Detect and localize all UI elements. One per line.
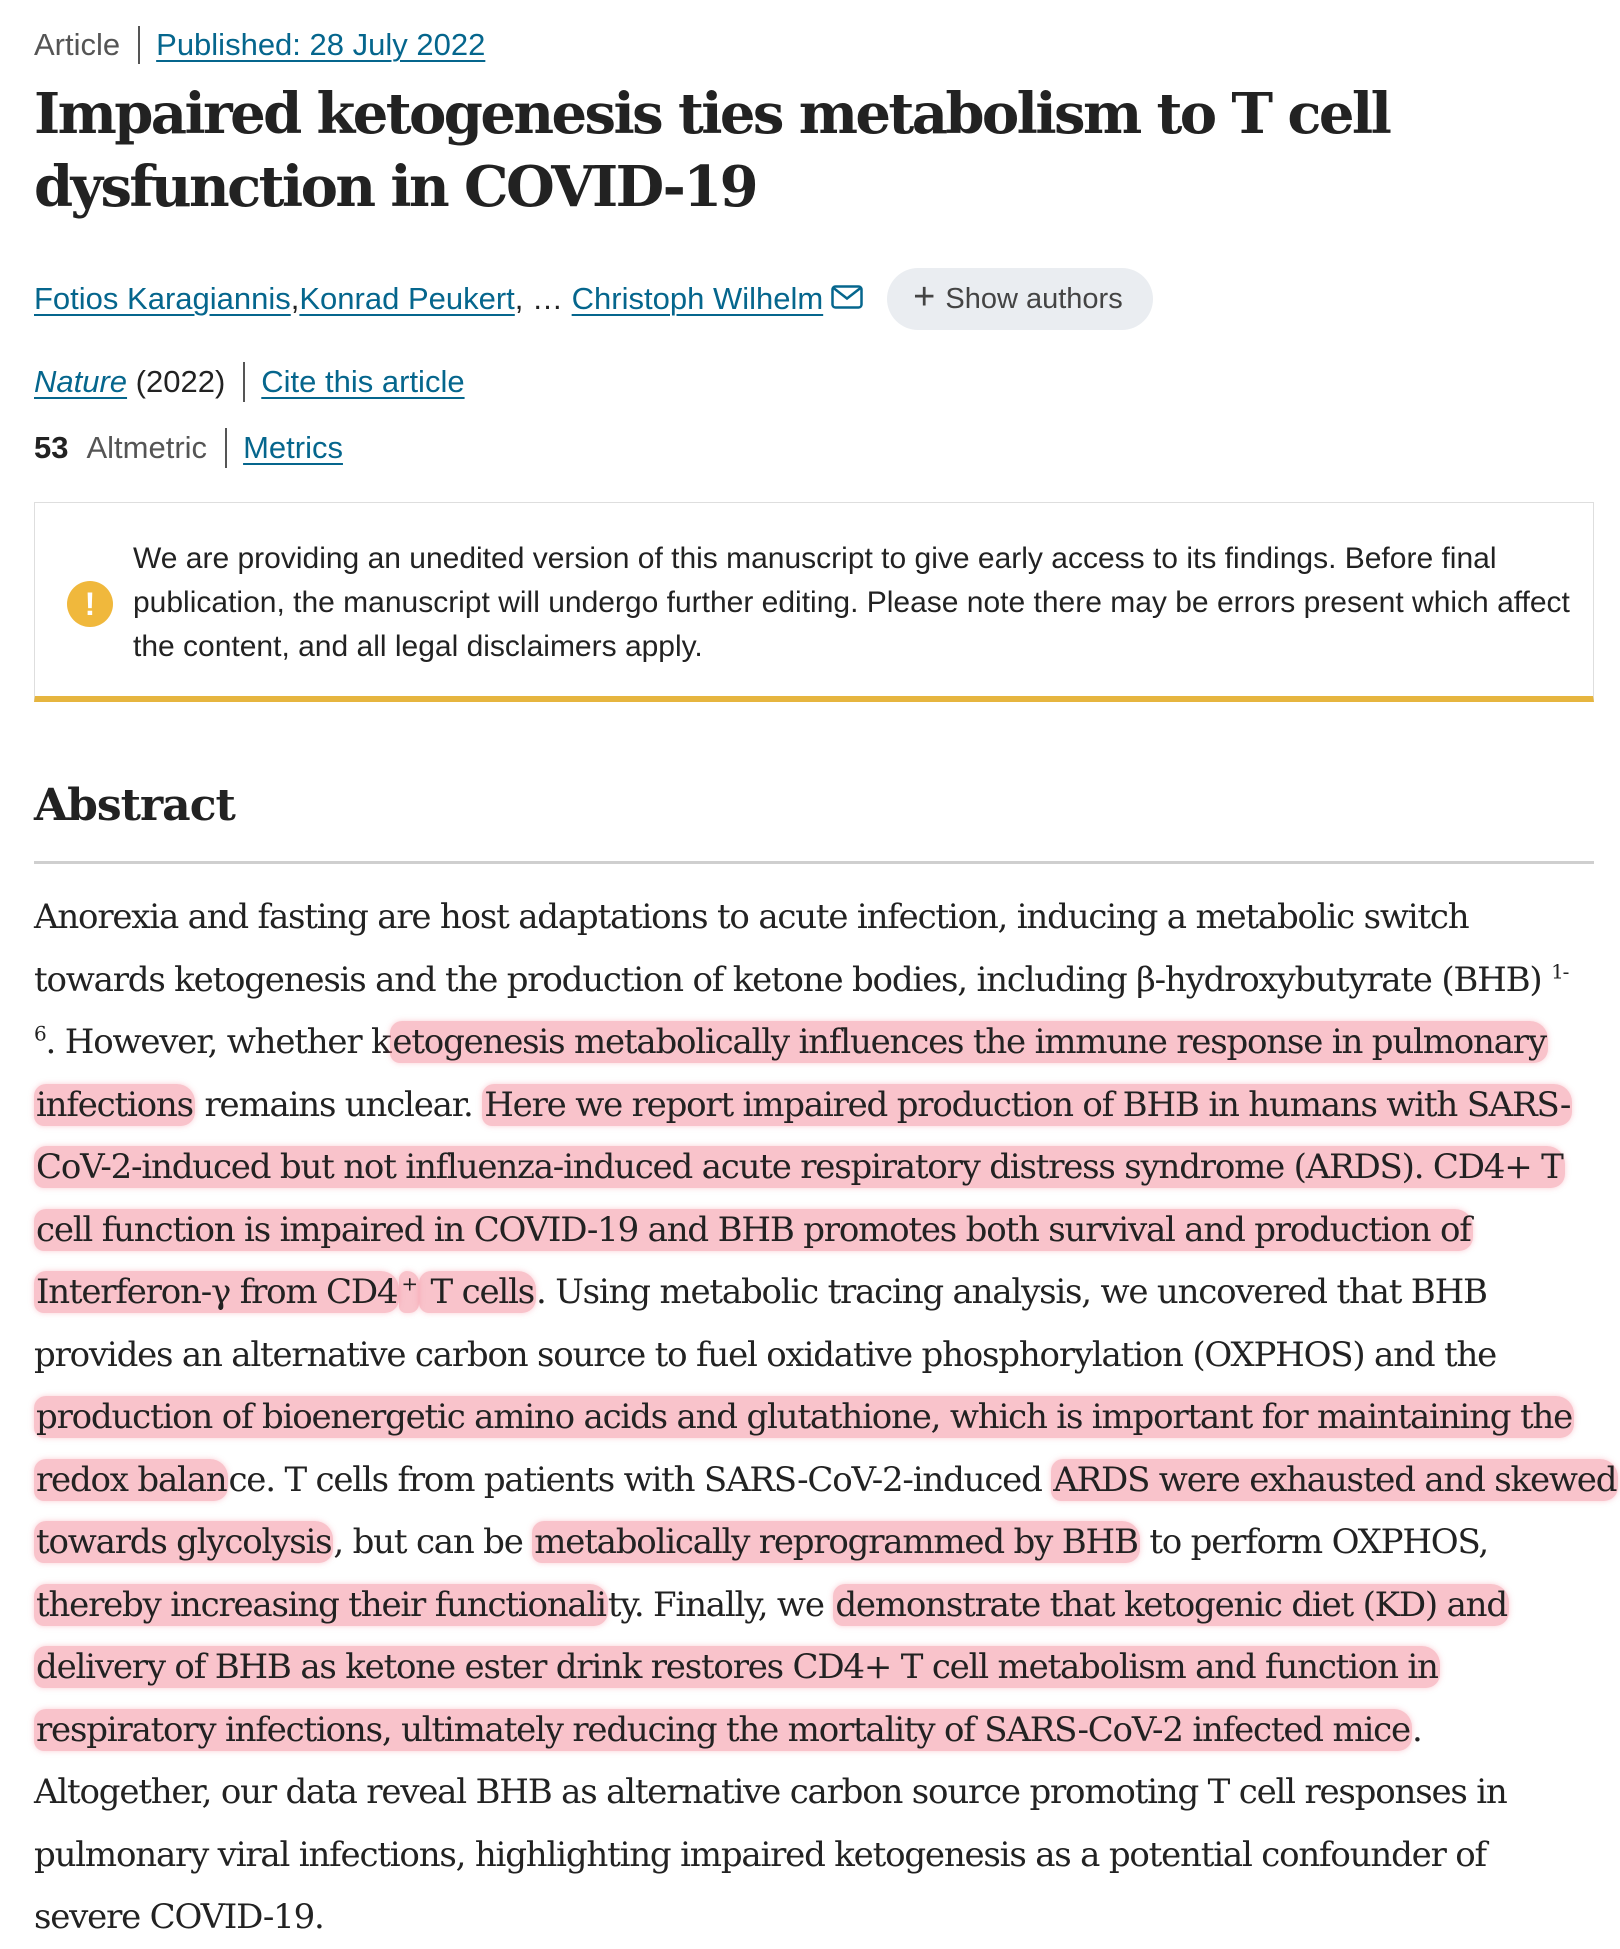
abstract-line	[34, 1011, 1614, 1074]
abstract-divider	[34, 861, 1594, 864]
notice-text: We are providing an unedited version of this manuscript to give early access to its findings. Before final publication, the manuscript will undergo further editing. Please note there may be errors present which affect the content, and all legal disclaimers apply.	[133, 542, 1570, 663]
highlighted-text: CoV-2-induced but not influenza-induced acute respiratory distress syndrome (ARDS). CD4+ T	[36, 1147, 1563, 1187]
highlighted-text: Here we report impaired production of BHB in humans with SARS-	[484, 1084, 1571, 1125]
article-type: Article	[34, 27, 121, 62]
journal-year: (2022)	[135, 364, 226, 399]
abstract-line	[34, 1074, 1614, 1137]
metrics-info	[34, 428, 343, 468]
journal-info	[34, 362, 465, 402]
abstract-text: remains unclear.	[194, 1084, 483, 1125]
highlighted-text	[399, 1271, 419, 1313]
warning-icon: !	[67, 581, 113, 627]
plus-icon: +	[913, 276, 936, 318]
superscript: +	[401, 1271, 417, 1296]
cite-article-link[interactable]: Cite this article	[261, 364, 465, 399]
highlighted-text: towards glycolysis	[36, 1522, 332, 1562]
author-link[interactable]: Fotios Karagiannis	[34, 281, 291, 316]
author-ellipsis: …	[532, 281, 564, 316]
highlighted-text: redox balan	[36, 1459, 227, 1500]
meta-divider	[138, 26, 140, 64]
altmetric-count: 53	[34, 430, 69, 465]
abstract-text: .	[1411, 1709, 1422, 1750]
abstract-text: . However, whether k	[45, 1022, 391, 1062]
highlighted-text: delivery of BHB as ketone ester drink restores CD4+ T cell metabolism and function in	[36, 1647, 1438, 1687]
author-list	[34, 268, 1153, 330]
abstract-heading: Abstract	[34, 780, 235, 831]
highlighted-text: production of bioenergetic amino acids and glutathione, which is important for maintaining the	[36, 1397, 1573, 1437]
abstract-text: pulmonary viral infections, highlighting impaired ketogenesis as a potential confounder of	[34, 1834, 1486, 1875]
abstract-text: towards ketogenesis and the production of ketone bodies, including β-hydroxybutyrate (BHB)	[34, 959, 1552, 1000]
mail-icon[interactable]	[831, 281, 863, 305]
highlighted-text: Interferon-γ from CD4	[36, 1272, 398, 1312]
abstract-line	[34, 1511, 1614, 1574]
highlighted-text: respiratory infections, ultimately reducing the mortality of SARS-CoV-2 infected mice	[36, 1709, 1410, 1750]
abstract-text: provides an alternative carbon source to fuel oxidative phosphorylation (OXPHOS) and the	[34, 1334, 1497, 1375]
abstract-text: to perform OXPHOS,	[1139, 1522, 1488, 1562]
highlighted-text: metabolically reprogrammed by BHB	[534, 1522, 1138, 1562]
unedited-manuscript-notice	[34, 502, 1594, 702]
abstract-line	[34, 1449, 1617, 1512]
show-authors-label: Show authors	[945, 282, 1123, 315]
abstract-body	[34, 886, 1617, 1949]
abstract-text: ty. Finally, we	[607, 1584, 834, 1625]
altmetric-label: Altmetric	[86, 430, 208, 465]
abstract-text: Anorexia and fasting are host adaptations to acute infection, inducing a metabolic switch	[34, 897, 1469, 937]
abstract-text: , but can be	[333, 1522, 533, 1562]
author-separator: ,	[514, 281, 533, 316]
abstract-line	[34, 1136, 1614, 1199]
abstract-line	[34, 1324, 1614, 1387]
abstract-line	[34, 1574, 1614, 1637]
abstract-line	[34, 1886, 1614, 1949]
citation-superscript: 1-	[1551, 959, 1569, 984]
citation-superscript: 6	[34, 1021, 46, 1046]
journal-divider	[243, 362, 245, 402]
highlighted-text: T cells	[420, 1272, 534, 1312]
published-date-link[interactable]: Published: 28 July 2022	[156, 27, 486, 62]
abstract-line	[34, 1261, 1614, 1324]
abstract-line	[34, 886, 1614, 949]
author-link[interactable]: Konrad Peukert	[299, 281, 515, 316]
journal-link[interactable]: Nature	[34, 364, 128, 399]
author-separator: ,	[290, 281, 300, 316]
article-title: Impaired ketogenesis ties metabolism to T cell dysfunction in COVID-19	[34, 81, 1390, 220]
author-link[interactable]: Christoph Wilhelm	[571, 281, 824, 316]
metrics-divider	[225, 428, 227, 468]
abstract-line	[34, 1636, 1614, 1699]
abstract-text: severe COVID-19.	[34, 1897, 324, 1937]
show-authors-button[interactable]	[887, 268, 1153, 330]
metrics-link[interactable]: Metrics	[243, 430, 343, 465]
highlighted-text: infections	[36, 1084, 193, 1125]
article-meta	[34, 26, 485, 64]
abstract-line	[34, 1824, 1614, 1887]
abstract-line	[34, 1699, 1614, 1762]
abstract-line	[34, 949, 1614, 1012]
highlighted-text: ARDS were exhausted and skewed	[1053, 1459, 1617, 1500]
highlighted-text: demonstrate that ketogenic diet (KD) and	[835, 1584, 1507, 1625]
highlighted-text: etogenesis metabolically influences the immune response in pulmonary	[392, 1022, 1546, 1062]
abstract-text: ce. T cells from patients with SARS-CoV-2-induced	[228, 1459, 1052, 1500]
highlighted-text: cell function is impaired in COVID-19 and BHB promotes both survival and production of	[36, 1209, 1471, 1250]
abstract-text: . Using metabolic tracing analysis, we uncovered that BHB	[536, 1272, 1487, 1312]
highlighted-text: thereby increasing their functionali	[36, 1584, 606, 1625]
abstract-text: Altogether, our data reveal BHB as alternative carbon source promoting T cell responses in	[34, 1772, 1507, 1812]
abstract-line	[34, 1386, 1614, 1449]
abstract-line	[34, 1199, 1614, 1262]
abstract-line	[34, 1761, 1614, 1824]
